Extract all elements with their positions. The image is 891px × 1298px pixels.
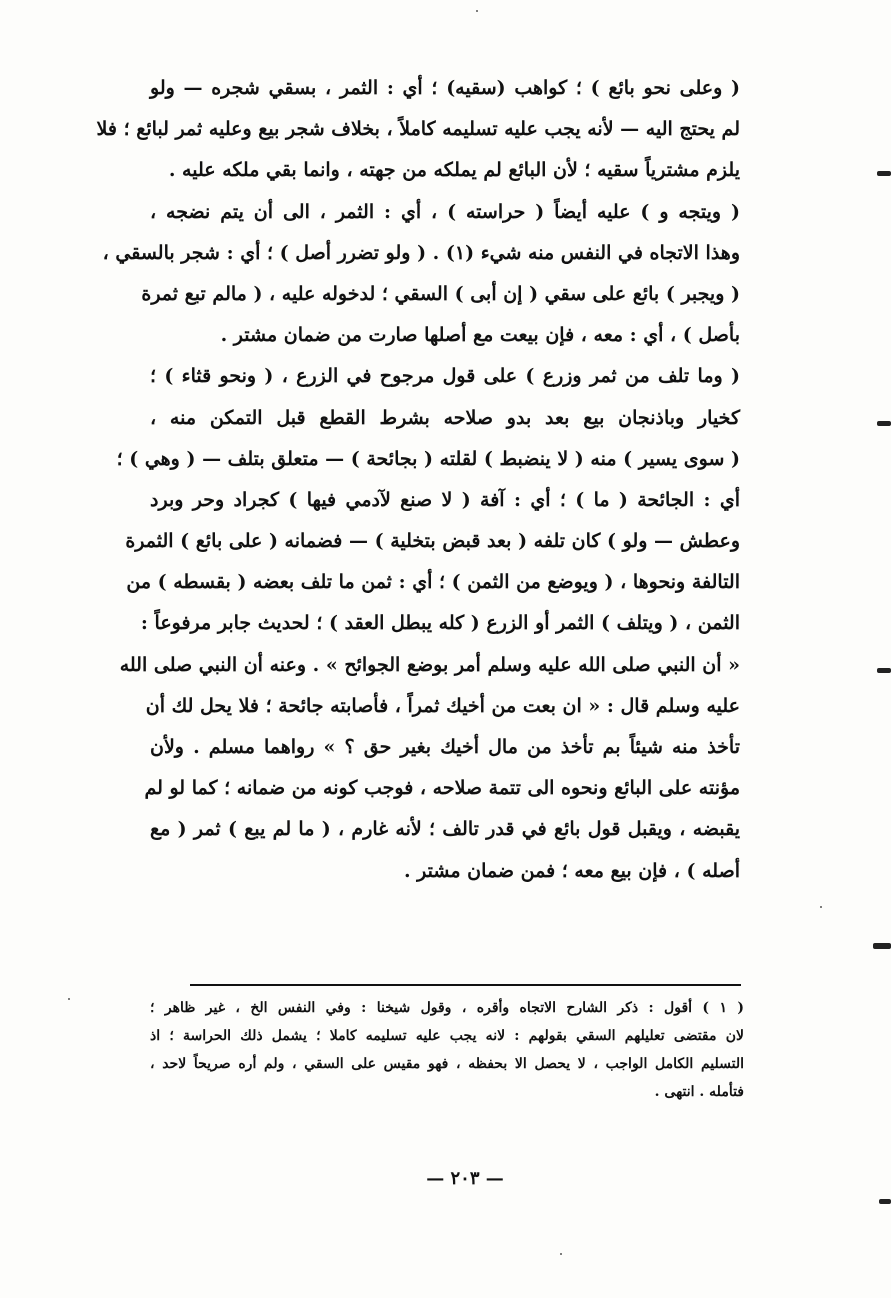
text-line: بأصل ) ، أي : معه ، فإن بيعت مع أصلها صارت من ضمان مشتر . (220, 324, 740, 347)
text-line: ( سوى يسير ) منه ( لا ينضبط ) لقلته ( بجائحة ) — متعلق بتلف — ( وهي ) ؛ (116, 447, 740, 470)
text-line: الثمن ، ( ويتلف ) الثمر أو الزرع ( كله يبطل العقد ) ؛ لحديث جابر مرفوعاً : (140, 612, 740, 635)
text-line: « أن النبي صلى الله عليه وسلم أمر بوضع الجوائح » . وعنه أن النبي صلى الله (119, 653, 740, 676)
scan-edge-mark (877, 668, 891, 673)
footnote-line: فتأمله . انتهى . (654, 1084, 744, 1100)
scan-edge-mark (873, 943, 891, 949)
text-line: عليه وسلم قال : « ان بعت من أخيك ثمراً ، فأصابته جائحة ؛ فلا يحل لك أن (145, 694, 740, 717)
scan-edge-mark (877, 171, 891, 176)
scan-speck (68, 998, 70, 1000)
text-line: تأخذ منه شيئاً بم تأخذ من مال أخيك بغير حق ؟ » رواهما مسلم . ولأن (150, 736, 740, 758)
footnote-line: التسليم الكامل الواجب ، لا يحصل الا بحفظه ، فهو مقيس على السقي ، ولم أره صريحاً لاحد ، (150, 1056, 744, 1072)
footnote (150, 994, 744, 1106)
text-line: كخيار وباذنجان بيع بعد بدو صلاحه بشرط القطع قبل التمكن منه ، (150, 406, 740, 429)
footnote-line: ( ١ ) أقول : ذكر الشارح الاتجاه وأقره ، وقول شيخنا : وفي النفس الخ ، غير ظاهر ؛ (150, 1000, 745, 1016)
scan-speck (560, 1253, 562, 1255)
text-line: ( ويتجه و ) عليه أيضاً ( حراسته ) ، أي : الثمر ، الى أن يتم نضجه ، (150, 200, 740, 223)
footnote-line: لان مقتضى تعليلهم السقي بقولهم : لانه يجب عليه تسليمه كاملا ؛ يشمل ذلك الحراسة ؛ اذ (150, 1028, 744, 1044)
page-number: — ٢٠٣ — (426, 1168, 504, 1189)
text-line: يلزم مشترياً سقيه ؛ لأن البائع لم يملكه من جهته ، وانما بقي ملكه عليه . (168, 159, 740, 182)
scan-speck (820, 906, 822, 908)
text-line: يقبضه ، ويقبل قول بائع في قدر تالف ؛ لأنه غارم ، ( ما لم يبع ) ثمر ( مع (150, 818, 740, 841)
text-line: وهذا الاتجاه في النفس منه شيء (١) . ( ولو تضرر أصل ) ؛ أي : شجر بالسقي ، (102, 241, 740, 264)
text-line: التالفة ونحوها ، ( ويوضع من الثمن ) ؛ أي : ثمن ما تلف بعضه ( بقسطه ) من (126, 571, 740, 594)
text-line: أصله ) ، فإن بيع معه ؛ فمن ضمان مشتر . (403, 859, 740, 882)
scan-edge-mark (879, 1199, 891, 1204)
text-line: ( ويجبر ) بائع على سقي ( إن أبى ) السقي ؛ لدخوله عليه ، ( مالم تبع ثمرة (141, 282, 740, 305)
scan-edge-mark (877, 421, 891, 426)
text-line: مؤنته على البائع ونحوه الى تتمة صلاحه ، فوجب كونه من ضمانه ؛ كما لو لم (144, 777, 740, 800)
scan-speck (476, 10, 478, 12)
text-line: وعطش — ولو ) كان تلفه ( بعد قبض بتخلية ) — فضمانه ( على بائع ) الثمرة (125, 530, 740, 553)
text-line: ( وما تلف من ثمر وزرع ) على قول مرجوح في الزرع ، ( ونحو قثاء ) ؛ (150, 365, 740, 388)
main-text (96, 68, 740, 892)
footnote-divider (190, 984, 741, 986)
text-line: لم يحتج اليه — لأنه يجب عليه تسليمه كاملاً ، بخلاف شجر بيع وعليه ثمر لبائع ؛ فلا (96, 118, 740, 141)
text-line: أي : الجائحة ( ما ) ؛ أي : آفة ( لا صنع لآدمي فيها ) كجراد وحر وبرد (150, 488, 740, 511)
text-line: ( وعلى نحو بائع ) ؛ كواهب (سقيه) ؛ أي : الثمر ، بسقي شجره — ولو (150, 77, 740, 99)
